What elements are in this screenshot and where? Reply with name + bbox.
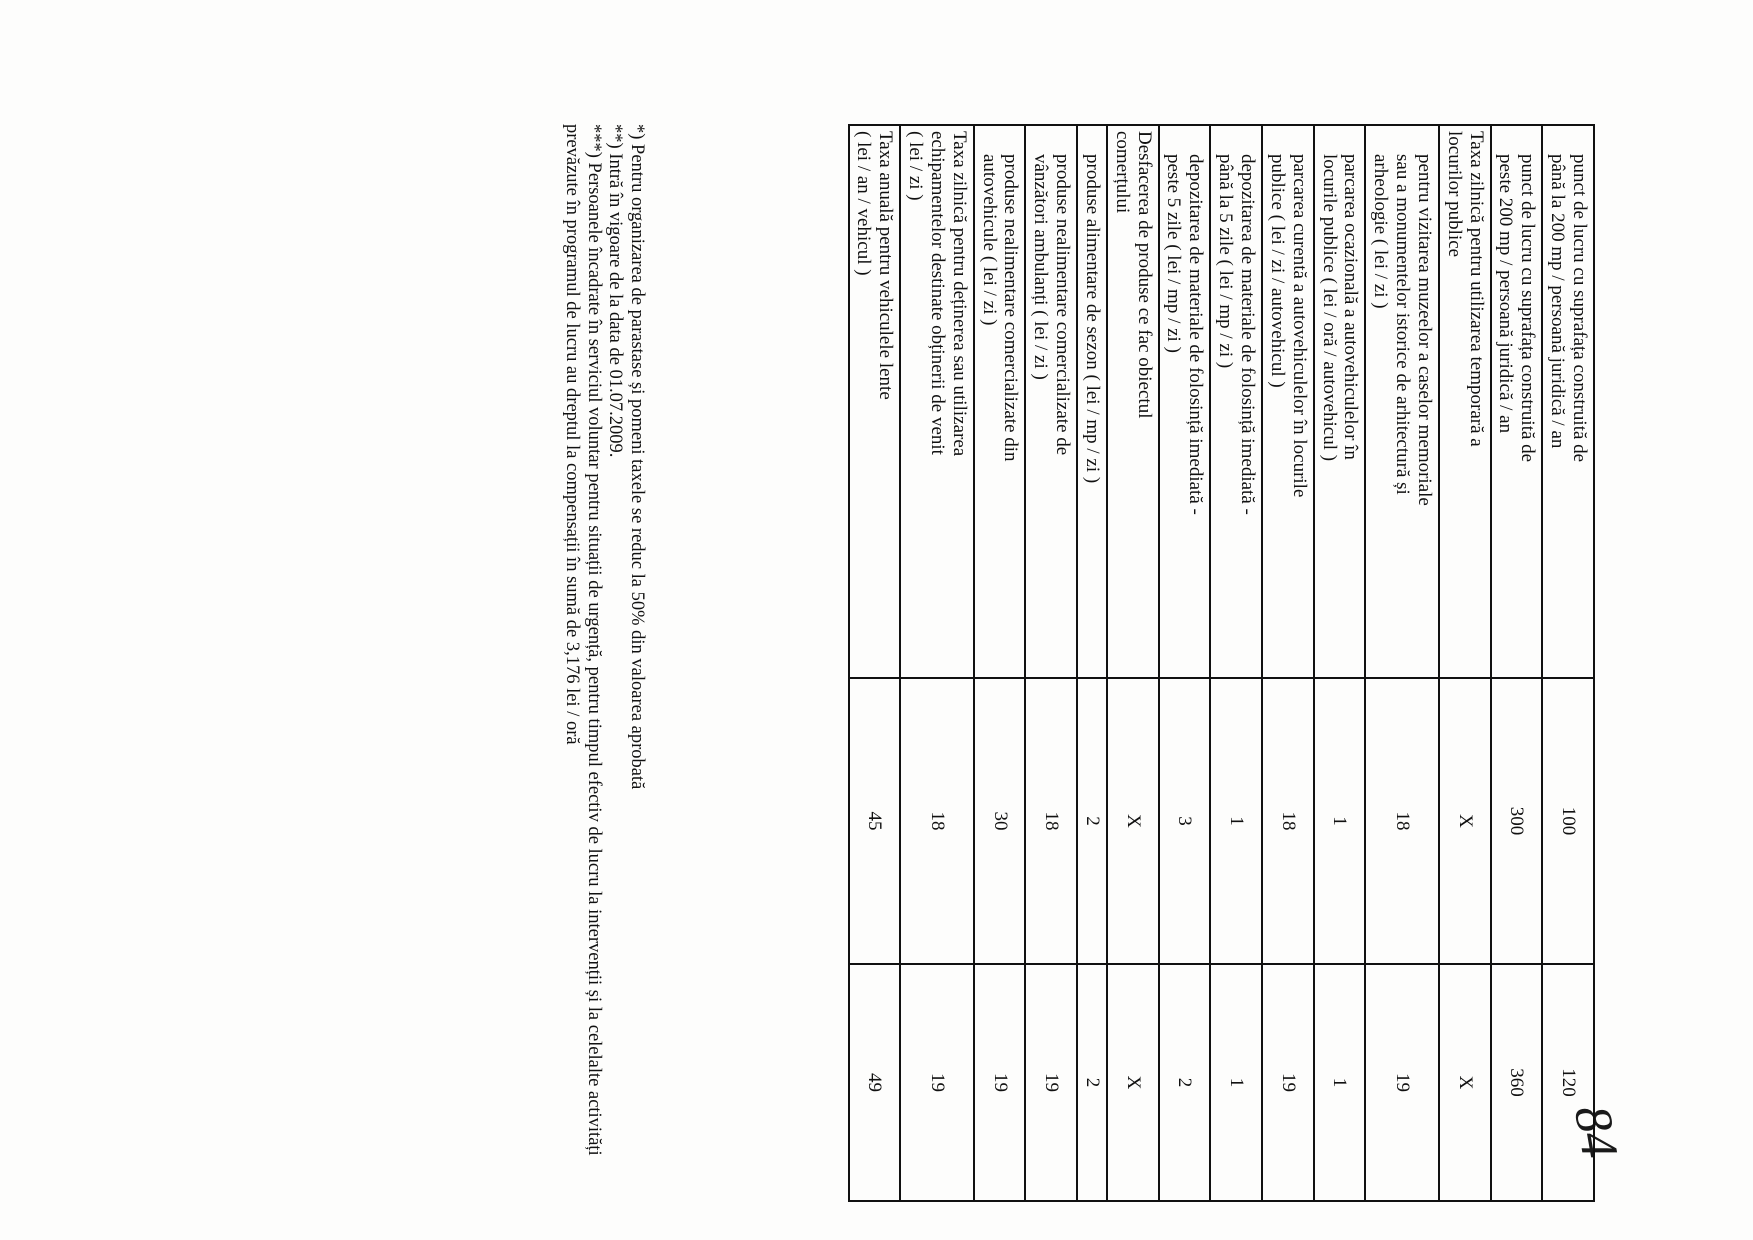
table-row xyxy=(1025,125,1077,1201)
table-row xyxy=(1314,125,1366,1201)
fee-value-column-2: 120 xyxy=(1542,964,1594,1201)
table-row xyxy=(1262,125,1314,1201)
footnote-3: ***) Persoanele încadrate în serviciul voluntar pentru situații de urgență, pentru timpul efectiv de lucru la intervenții și la celelalte activități prevăzute în programul de lucru au dreptul la compensații în sumă de 3,176 lei / oră xyxy=(562,124,604,1156)
fee-value-column-1: 2 xyxy=(1077,678,1107,964)
fee-value-column-2: 1 xyxy=(1314,964,1366,1201)
fee-description: depozitarea de materiale de folosință imediată - peste 5 zile ( lei / mp / zi ) xyxy=(1163,154,1207,515)
table-row xyxy=(974,125,1026,1201)
fee-description: Taxa anuală pentru vehiculele lente ( lei / an / vehicul ) xyxy=(853,131,897,400)
fee-value-column-2: 19 xyxy=(1262,964,1314,1201)
fee-value-column-1: 1 xyxy=(1210,678,1262,964)
fee-description: parcarea ocazională a autovehiculelor în locurile publice ( lei / oră / autovehicul ) xyxy=(1318,154,1362,462)
fee-value-column-2: 19 xyxy=(1365,964,1439,1201)
fee-description: pentru vizitarea muzeelor a caselor memoriale sau a monumentelor istorice de arhitectură și arheologie ( lei / zi ) xyxy=(1370,154,1435,506)
fee-description: punct de lucru cu suprafața construită de până la 200 mp / persoană juridică / an xyxy=(1547,154,1590,463)
fee-description-cell xyxy=(974,125,1026,678)
table-row xyxy=(900,125,974,1201)
fee-value-column-1: 3 xyxy=(1159,678,1211,964)
fee-description-cell xyxy=(1159,125,1211,678)
fee-description-cell xyxy=(1262,125,1314,678)
fee-value-column-2: 360 xyxy=(1491,964,1543,1201)
fee-value-column-2: 1 xyxy=(1210,964,1262,1201)
fee-description: produse nealimentare comercializate de vânzători ambulanți ( lei / zi ) xyxy=(1030,154,1074,456)
fee-description: punct de lucru cu suprafața construită de peste 200 mp / persoană juridică / an xyxy=(1495,154,1539,463)
fee-table-body xyxy=(849,125,1594,1201)
fee-value-column-1: X xyxy=(1439,678,1491,964)
fee-value-column-2: 2 xyxy=(1159,964,1211,1201)
fee-value-column-2: 19 xyxy=(900,964,974,1201)
table-row xyxy=(1491,125,1543,1201)
fee-value-column-1: 18 xyxy=(900,678,974,964)
table-row xyxy=(1439,125,1491,1201)
fee-value-column-2: 2 xyxy=(1077,964,1107,1201)
fee-description-cell xyxy=(1314,125,1366,678)
footnote-1: *) Pentru organizarea de parastase și pomeni taxele se reduc la 50% din valoarea aprobată xyxy=(627,124,647,790)
fee-description-cell xyxy=(1365,125,1439,678)
fee-value-column-2: 19 xyxy=(974,964,1026,1201)
fee-description-cell xyxy=(1210,125,1262,678)
fee-description: depozitarea de materiale de folosință imediată - până la 5 zile ( lei / mp / zi ) xyxy=(1215,154,1259,515)
fee-description-cell xyxy=(1491,125,1543,678)
table-row xyxy=(1365,125,1439,1201)
fee-value-column-2: X xyxy=(1439,964,1491,1201)
fee-value-column-1: 300 xyxy=(1491,678,1543,964)
fee-value-column-1: 30 xyxy=(974,678,1026,964)
table-row xyxy=(1210,125,1262,1201)
handwritten-page-number: 84 xyxy=(1562,1101,1629,1163)
fee-value-column-2: X xyxy=(1107,964,1159,1201)
fee-description: produse alimentare de sezon ( lei / mp / zi ) xyxy=(1081,154,1103,484)
fee-value-column-1: X xyxy=(1107,678,1159,964)
fee-description-cell xyxy=(1107,125,1159,678)
fee-value-column-1: 18 xyxy=(1025,678,1077,964)
fee-description: Taxa zilnică pentru deținerea sau utilizarea echipamentelor destinate obținerii de venit ( lei / zi ) xyxy=(905,131,970,457)
table-row xyxy=(849,125,901,1201)
footnote-2: **) Intră în vigoare de la data de 01.07.2009. xyxy=(605,124,626,458)
footnotes xyxy=(560,124,647,1214)
table-row xyxy=(1159,125,1211,1201)
fee-table xyxy=(848,124,1595,1202)
fee-description: parcarea curentă a autovehiculelor în locurile publice ( lei / zi / autovehicul ) xyxy=(1266,154,1310,498)
fee-description-cell xyxy=(1025,125,1077,678)
fee-value-column-1: 18 xyxy=(1365,678,1439,964)
fee-value-column-2: 49 xyxy=(849,964,901,1201)
fee-value-column-2: 19 xyxy=(1025,964,1077,1201)
fee-description-cell xyxy=(1439,125,1491,678)
fee-value-column-1: 1 xyxy=(1314,678,1366,964)
fee-description-cell xyxy=(900,125,974,678)
fee-description: produse nealimentare comercializate din autovehicule ( lei / zi ) xyxy=(978,154,1022,462)
table-row xyxy=(1077,125,1107,1201)
table-row xyxy=(1542,125,1594,1201)
table-row xyxy=(1107,125,1159,1201)
fee-value-column-1: 18 xyxy=(1262,678,1314,964)
fee-description-cell xyxy=(1542,125,1594,678)
fee-description-cell xyxy=(849,125,901,678)
fee-description-cell xyxy=(1077,125,1107,678)
fee-description: Taxa zilnică pentru utilizarea temporară a locurilor publice xyxy=(1443,131,1487,447)
fee-value-column-1: 45 xyxy=(849,678,901,964)
fee-value-column-1: 100 xyxy=(1542,678,1594,964)
fee-description: Desfacerea de produse ce fac obiectul comerțului xyxy=(1111,131,1155,419)
